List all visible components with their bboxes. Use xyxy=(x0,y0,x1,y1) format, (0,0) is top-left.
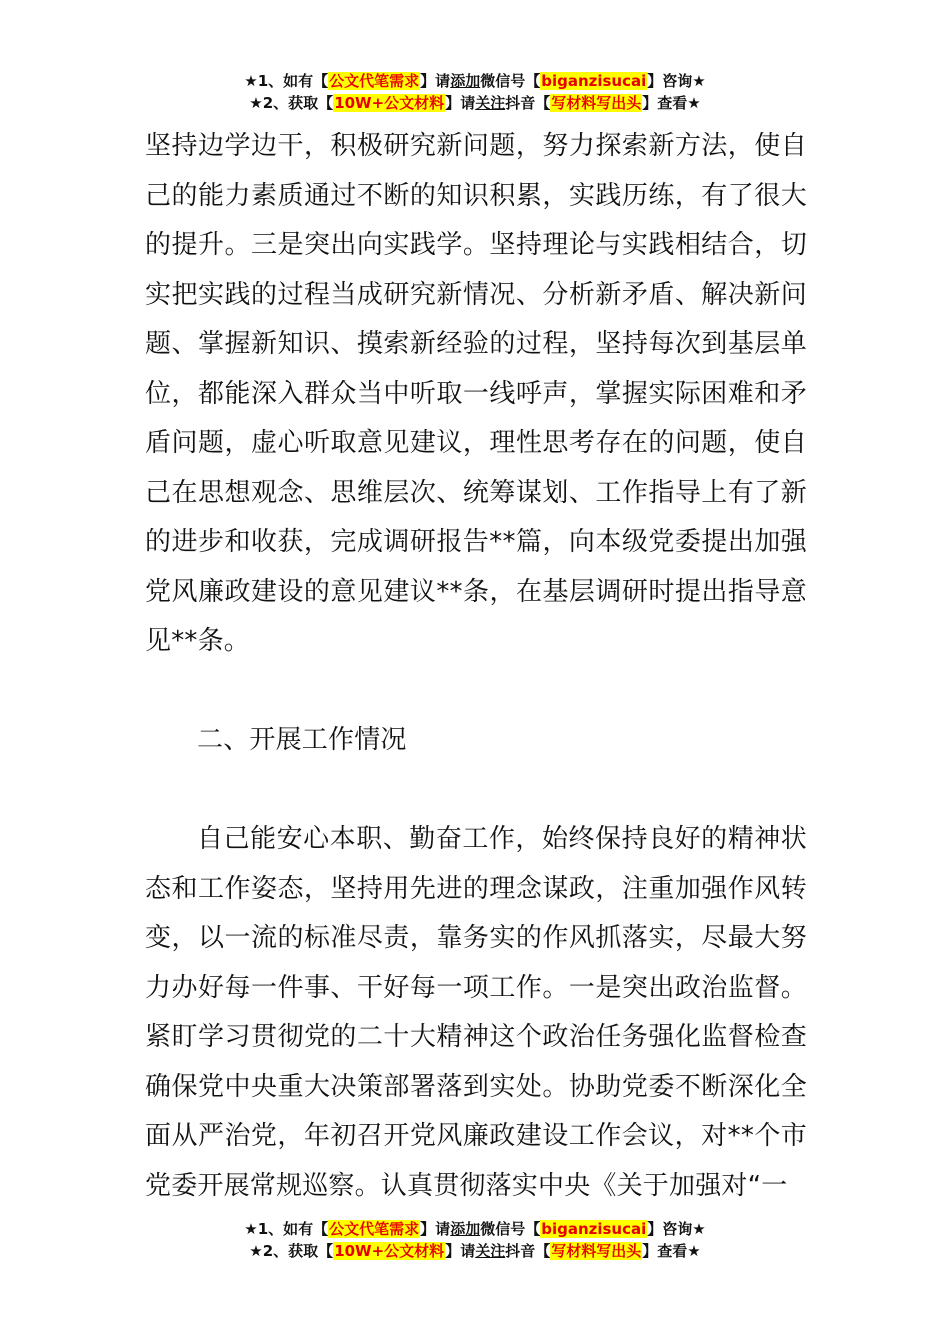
banner-underlined: 添加 xyxy=(450,72,481,90)
banner-underlined: 关注 xyxy=(475,94,506,112)
banner-text: 】请 xyxy=(420,72,451,90)
banner-highlight: 写材料写出头 xyxy=(551,94,642,112)
banner-line-1 xyxy=(0,1218,950,1240)
banner-text: 】查看★ xyxy=(642,94,701,112)
banner-text: 抖音【 xyxy=(505,1242,551,1260)
banner-highlight: 10W+公文材料 xyxy=(334,94,445,112)
banner-text: 】请 xyxy=(445,94,476,112)
banner-underlined: 关注 xyxy=(475,1242,506,1260)
document-body xyxy=(145,122,807,1211)
banner-highlight: 10W+公文材料 xyxy=(334,1242,445,1260)
banner-highlight: biganzisucai xyxy=(541,1220,647,1238)
banner-line-1 xyxy=(0,70,950,92)
banner-text: 抖音【 xyxy=(505,94,551,112)
banner-text: 】查看★ xyxy=(642,1242,701,1260)
banner-text: ★2、获取【 xyxy=(249,1242,334,1260)
banner-text: 】请 xyxy=(420,1220,451,1238)
banner-text: 微信号【 xyxy=(480,1220,541,1238)
banner-line-2 xyxy=(0,92,950,114)
banner-text: ★1、如有【 xyxy=(244,1220,329,1238)
banner-text: 】咨询★ xyxy=(647,72,706,90)
footer-banner xyxy=(0,1218,950,1262)
paragraph-1: 坚持边学边干，积极研究新问题，努力探索新方法，使自己的能力素质通过不断的知识积累，实践历练，有了很大的提升。三是突出向实践学。坚持理论与实践相结合，切实把实践的过程当成研究新情况、分析新矛盾、解决新问题、掌握新知识、摸索新经验的过程，坚持每次到基层单位，都能深入群众当中听取一线呼声，掌握实际困难和矛盾问题，虚心听取意见建议，理性思考存在的问题，使自己在思想观念、思维层次、统筹谋划、工作指导上有了新的进步和收获，完成调研报告**篇，向本级党委提出加强党风廉政建设的意见建议**条，在基层调研时提出指导意见**条。 xyxy=(145,131,807,656)
header-banner xyxy=(0,70,950,114)
banner-highlight: 公文代笔需求 xyxy=(329,72,420,90)
section-heading: 二、开展工作情况 xyxy=(197,725,407,755)
banner-underlined: 添加 xyxy=(450,1220,481,1238)
paragraph-2: 自己能安心本职、勤奋工作，始终保持良好的精神状态和工作姿态，坚持用先进的理念谋政，注重加强作风转变，以一流的标准尽责，靠务实的作风抓落实，尽最大努力办好每一件事、干好每一项工作。一是突出政治监督。紧盯学习贯彻党的二十大精神这个政治任务强化监督检查确保党中央重大决策部署落到实处。协助党委不断深化全面从严治党，年初召开党风廉政建设工作会议，对**个市党委开展常规巡察。认真贯彻落实中央《关于加强对“一 xyxy=(145,824,807,1201)
banner-highlight: 公文代笔需求 xyxy=(329,1220,420,1238)
banner-text: ★2、获取【 xyxy=(249,94,334,112)
banner-highlight: 写材料写出头 xyxy=(551,1242,642,1260)
banner-text: 】请 xyxy=(445,1242,476,1260)
banner-line-2 xyxy=(0,1240,950,1262)
banner-highlight: biganzisucai xyxy=(541,72,647,90)
banner-text: ★1、如有【 xyxy=(244,72,329,90)
banner-text: 微信号【 xyxy=(480,72,541,90)
banner-text: 】咨询★ xyxy=(647,1220,706,1238)
